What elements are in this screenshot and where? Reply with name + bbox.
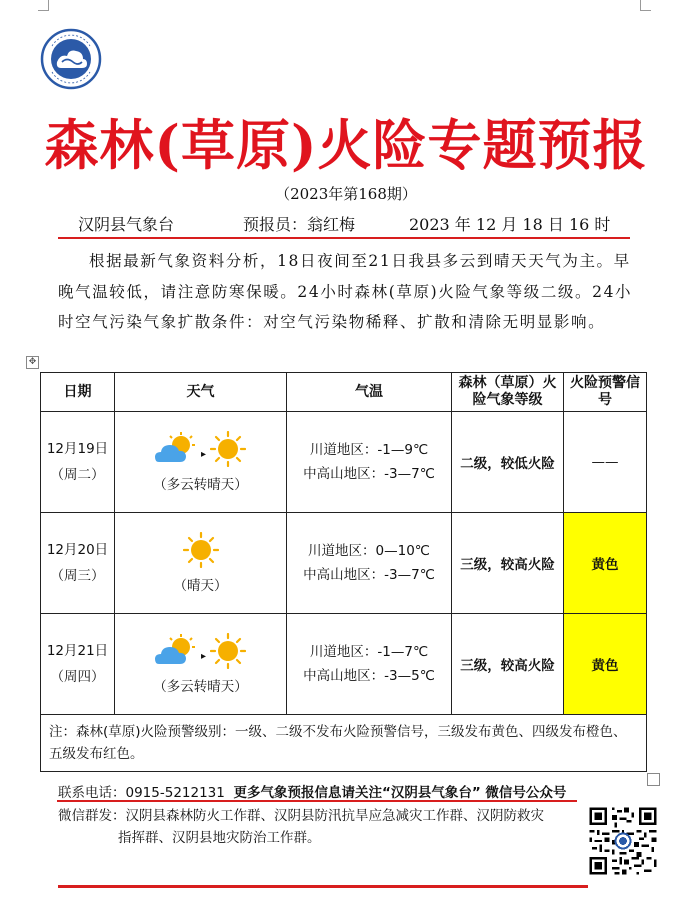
partly-cloudy-icon	[155, 634, 197, 668]
table-row	[41, 513, 647, 614]
page-corner-mark	[640, 0, 651, 11]
issue-datetime: 2023 年 12 月 18 日 16 时	[409, 215, 611, 234]
fire-level-cell: 三级，较高火险	[452, 614, 564, 715]
forecast-table	[40, 372, 647, 772]
issue-number: （2023年第168期）	[275, 185, 417, 203]
sunny-icon	[210, 633, 246, 669]
cma-logo-icon	[40, 28, 102, 90]
date-cell	[41, 513, 115, 614]
red-divider	[58, 885, 588, 888]
header-temperature: 气温	[287, 373, 452, 412]
date: 12月19日	[46, 441, 109, 457]
follow-wechat-notice: 更多气象预报信息请关注“汉阴县气象台” 微信号公众号	[233, 785, 567, 801]
contact-phone: 联系电话：0915-5212131	[58, 785, 225, 801]
table-move-handle[interactable]: ✥	[26, 356, 39, 369]
forecast-summary: 根据最新气象资料分析，18日夜间至21日我县多云到晴天天气为主。早晚气温较低，请注意防寒保暖。24小时森林(草原)火险气象等级二级。24小时空气污染气象扩散条件：对空气污染物稀释、扩散和清除无明显影响。	[58, 252, 633, 331]
header-warning: 火险预警信号	[564, 373, 647, 412]
date-cell	[41, 614, 115, 715]
sunny-icon	[183, 532, 219, 568]
temperature-cell	[287, 614, 452, 715]
date-cell	[41, 412, 115, 513]
table-row	[41, 614, 647, 715]
arrow-right-icon: ▸	[200, 448, 207, 460]
arrow-right-icon: ▸	[200, 650, 207, 662]
table-resize-handle[interactable]	[647, 773, 660, 786]
weekday: （周四）	[50, 669, 105, 685]
temperature-cell	[287, 412, 452, 513]
date: 12月21日	[46, 643, 109, 659]
temp-valley: 川道地区：0—10℃	[308, 543, 430, 559]
temperature-cell	[287, 513, 452, 614]
temp-valley: 川道地区：-1—9℃	[309, 442, 429, 458]
weekday: （周三）	[50, 568, 105, 584]
table-header-row	[41, 373, 647, 412]
weather-text: （晴天）	[173, 578, 228, 594]
warning-cell: 黄色	[564, 614, 647, 715]
page-title: 森林(草原)火险专题预报	[44, 113, 648, 177]
header-weather: 天气	[115, 373, 287, 412]
header-line	[78, 212, 610, 235]
weather-cell	[115, 513, 287, 614]
page-corner-mark	[38, 0, 49, 11]
temp-mountain: 中高山地区：-3—5℃	[303, 668, 435, 684]
fire-level-cell: 二级，较低火险	[452, 412, 564, 513]
weekday: （周二）	[50, 467, 105, 483]
table-row	[41, 412, 647, 513]
weather-icons	[115, 431, 286, 467]
temp-mountain: 中高山地区：-3—7℃	[303, 466, 435, 482]
fire-level-cell: 三级，较高火险	[452, 513, 564, 614]
table-note-row	[41, 715, 647, 772]
header-fire-level: 森林（草原）火险气象等级	[452, 373, 564, 412]
red-divider	[58, 237, 630, 239]
forecaster-name: 预报员：翁红梅	[243, 215, 356, 234]
weather-icons	[115, 532, 286, 568]
fire-warning-note: 注：森林(草原)火险预警级别：一级、二级不发布火险预警信号，三级发布黄色、四级发布橙色、五级发布红色。	[41, 715, 647, 772]
weather-icons	[115, 633, 286, 669]
partly-cloudy-icon	[155, 432, 197, 466]
sunny-icon	[210, 431, 246, 467]
warning-cell: ——	[564, 412, 647, 513]
wechat-groups-line: 指挥群、汉阴县地灾防治工作群。	[118, 830, 321, 846]
office-name: 汉阴县气象台	[78, 215, 175, 234]
temp-mountain: 中高山地区：-3—7℃	[303, 567, 435, 583]
header-date: 日期	[41, 373, 115, 412]
weather-text: （多云转晴天）	[153, 477, 248, 493]
red-divider	[57, 800, 577, 802]
weather-cell	[115, 412, 287, 513]
warning-cell: 黄色	[564, 513, 647, 614]
weather-text: （多云转晴天）	[153, 679, 248, 695]
wechat-groups	[58, 805, 578, 849]
weather-cell	[115, 614, 287, 715]
contact-line	[58, 781, 566, 801]
date: 12月20日	[46, 542, 109, 558]
wechat-qr-code	[587, 805, 659, 877]
temp-valley: 川道地区：-1—7℃	[309, 644, 429, 660]
wechat-groups-line: 微信群发：汉阴县森林防火工作群、汉阴县防汛抗旱应急减灾工作群、汉阴防救灾	[58, 808, 544, 824]
